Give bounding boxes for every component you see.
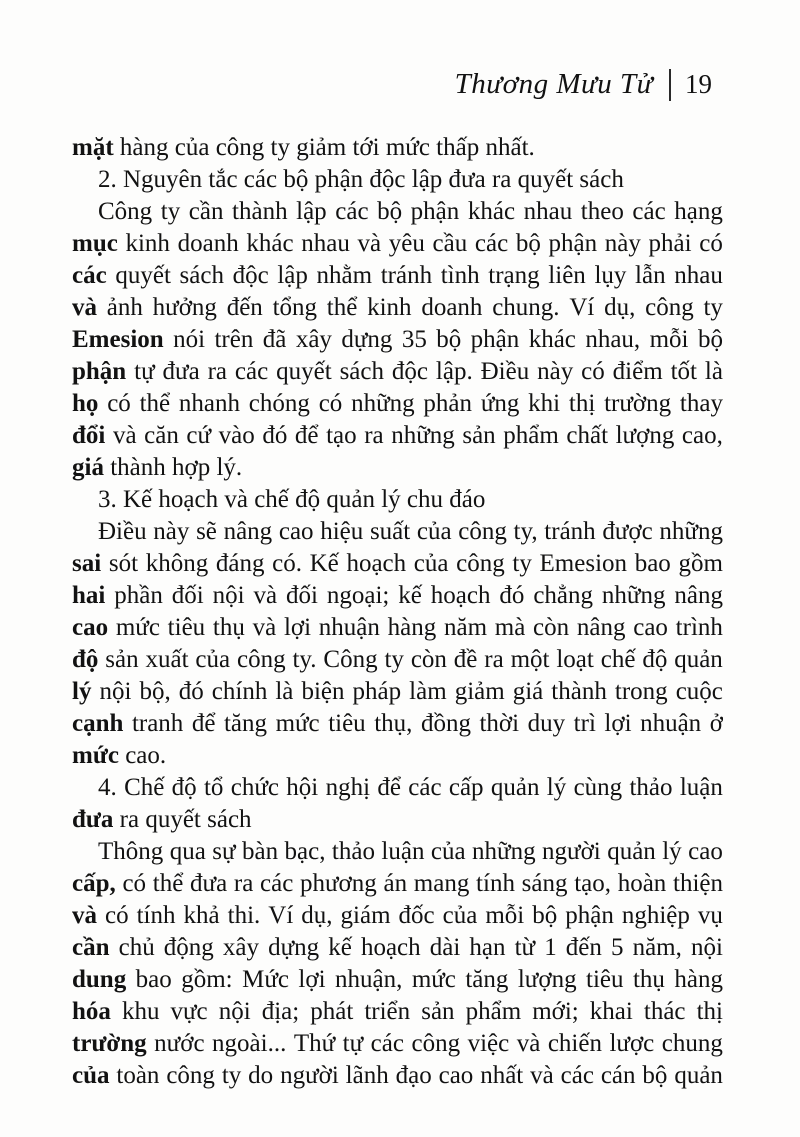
text-line: cấp, có thể đưa ra các phương án mang tính sáng tạo, hoàn thiện xyxy=(72,870,723,897)
text-line: dung bao gồm: Mức lợi nhuận, mức tăng lượng tiêu thụ hàng xyxy=(72,966,723,993)
text-line: Điều này sẽ nâng cao hiệu suất của công ty, tránh được những xyxy=(98,518,723,545)
text-line: và ảnh hưởng đến tổng thể kinh doanh chung. Ví dụ, công ty xyxy=(72,294,723,321)
text-line: giá thành hợp lý. xyxy=(72,454,243,481)
text-line: lý nội bộ, đó chính là biện pháp làm giảm giá thành trong cuộc xyxy=(72,678,723,705)
text-line: và có tính khả thi. Ví dụ, giám đốc của mỗi bộ phận nghiệp vụ xyxy=(72,902,723,929)
text-line: Emesion nói trên đã xây dựng 35 bộ phận khác nhau, mỗi bộ xyxy=(72,326,723,353)
book-title: Thương Mưu Tử xyxy=(454,68,653,100)
text-line: của toàn công ty do người lãnh đạo cao nhất và các cán bộ quản xyxy=(72,1062,723,1089)
text-line: 3. Kế hoạch và chế độ quản lý chu đáo xyxy=(98,486,486,513)
text-line: cao mức tiêu thụ và lợi nhuận hàng năm mà còn nâng cao trình xyxy=(72,614,723,641)
text-line: cạnh tranh để tăng mức tiêu thụ, đồng thời duy trì lợi nhuận ở xyxy=(72,710,723,737)
text-line: phận tự đưa ra các quyết sách độc lập. Điều này có điểm tốt là xyxy=(72,358,723,385)
text-line: đổi và căn cứ vào đó để tạo ra những sản phẩm chất lượng cao, xyxy=(72,422,723,449)
text-line: mức cao. xyxy=(72,742,167,769)
text-line: họ có thể nhanh chóng có những phản ứng khi thị trường thay xyxy=(72,390,723,417)
text-line: Công ty cần thành lập các bộ phận khác nhau theo các hạng xyxy=(98,198,723,225)
text-line: sai sót không đáng có. Kế hoạch của công ty Emesion bao gồm xyxy=(72,550,723,577)
text-line: hóa khu vực nội địa; phát triển sản phẩm mới; khai thác thị xyxy=(72,998,723,1025)
text-line: 2. Nguyên tắc các bộ phận độc lập đưa ra quyết sách xyxy=(98,166,624,193)
page-header xyxy=(455,68,712,101)
page-body xyxy=(72,132,723,1092)
text-line: Thông qua sự bàn bạc, thảo luận của những người quản lý cao xyxy=(98,838,723,865)
text-line: đưa ra quyết sách xyxy=(72,806,252,833)
text-line: các quyết sách độc lập nhằm tránh tình trạng liên lụy lẫn nhau xyxy=(72,262,723,289)
text-line: 4. Chế độ tổ chức hội nghị để các cấp quản lý cùng thảo luận xyxy=(98,774,723,801)
text-line: mục kinh doanh khác nhau và yêu cầu các bộ phận này phải có xyxy=(72,230,723,257)
text-line: hai phần đối nội và đối ngoại; kế hoạch đó chẳng những nâng xyxy=(72,582,723,609)
header-divider xyxy=(669,69,671,101)
text-line: cần chủ động xây dựng kế hoạch dài hạn từ 1 đến 5 năm, nội xyxy=(72,934,723,961)
page-number: 19 xyxy=(685,69,712,99)
text-line: trường nước ngoài... Thứ tự các công việc và chiến lược chung xyxy=(72,1030,723,1057)
text-line: độ sản xuất của công ty. Công ty còn đề ra một loạt chế độ quản xyxy=(72,646,723,673)
text-line: mặt hàng của công ty giảm tới mức thấp nhất. xyxy=(72,134,535,161)
